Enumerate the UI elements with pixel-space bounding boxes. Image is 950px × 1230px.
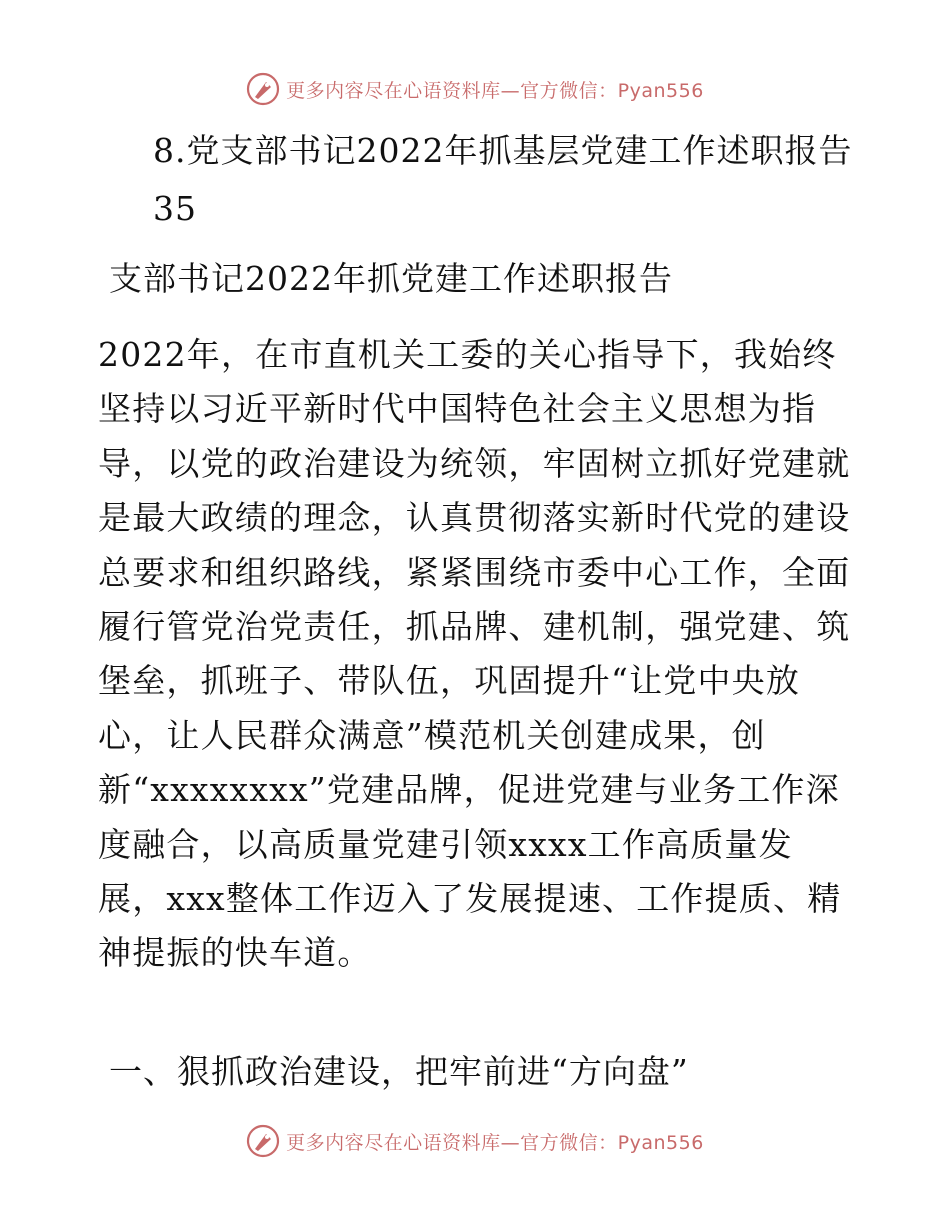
watermark-header	[0, 72, 950, 106]
paragraph-line: 展，xxx整体工作迈入了发展提速、工作提质、精	[98, 878, 842, 918]
paragraph-line: 导，以党的政治建设为统领，牢固树立抓好党建就	[98, 443, 851, 483]
body-paragraph	[98, 328, 858, 981]
paragraph-line: 履行管党治党责任，抓品牌、建机制，强党建、筑	[98, 606, 851, 646]
section-heading: 一、狠抓政治建设，把牢前进“方向盘”	[109, 1052, 689, 1091]
toc-entry-title: 8.党支部书记2022年抓基层党建工作述职报告	[153, 131, 853, 170]
watermark-footer	[0, 1124, 950, 1158]
paragraph-line: 心，让人民群众满意”模范机关创建成果，创	[98, 715, 766, 755]
toc-entry	[153, 122, 853, 238]
pen-nib-icon	[246, 1124, 280, 1158]
watermark-text: 更多内容尽在心语资料库—官方微信：Pyan556	[286, 1131, 704, 1154]
paragraph-line: 坚持以习近平新时代中国特色社会主义思想为指	[98, 389, 817, 429]
toc-entry-page-number: 35	[153, 189, 197, 228]
paragraph-line: 堡垒，抓班子、带队伍，巩固提升“让党中央放	[98, 661, 801, 701]
watermark-text: 更多内容尽在心语资料库—官方微信：Pyan556	[286, 79, 704, 102]
pen-nib-icon	[246, 72, 280, 106]
paragraph-line: 神提振的快车道。	[98, 933, 372, 973]
document-title: 支部书记2022年抓党建工作述职报告	[109, 259, 673, 298]
paragraph-line: 是最大政绩的理念，认真贯彻落实新时代党的建设	[98, 498, 851, 538]
paragraph-line: 新“xxxxxxxx”党建品牌，促进党建与业务工作深	[98, 770, 840, 810]
paragraph-line: 2022年，在市直机关工委的关心指导下，我始终	[98, 335, 837, 374]
paragraph-line: 总要求和组织路线，紧紧围绕市委中心工作，全面	[98, 552, 851, 592]
paragraph-line: 度融合，以高质量党建引领xxxx工作高质量发	[98, 824, 793, 864]
